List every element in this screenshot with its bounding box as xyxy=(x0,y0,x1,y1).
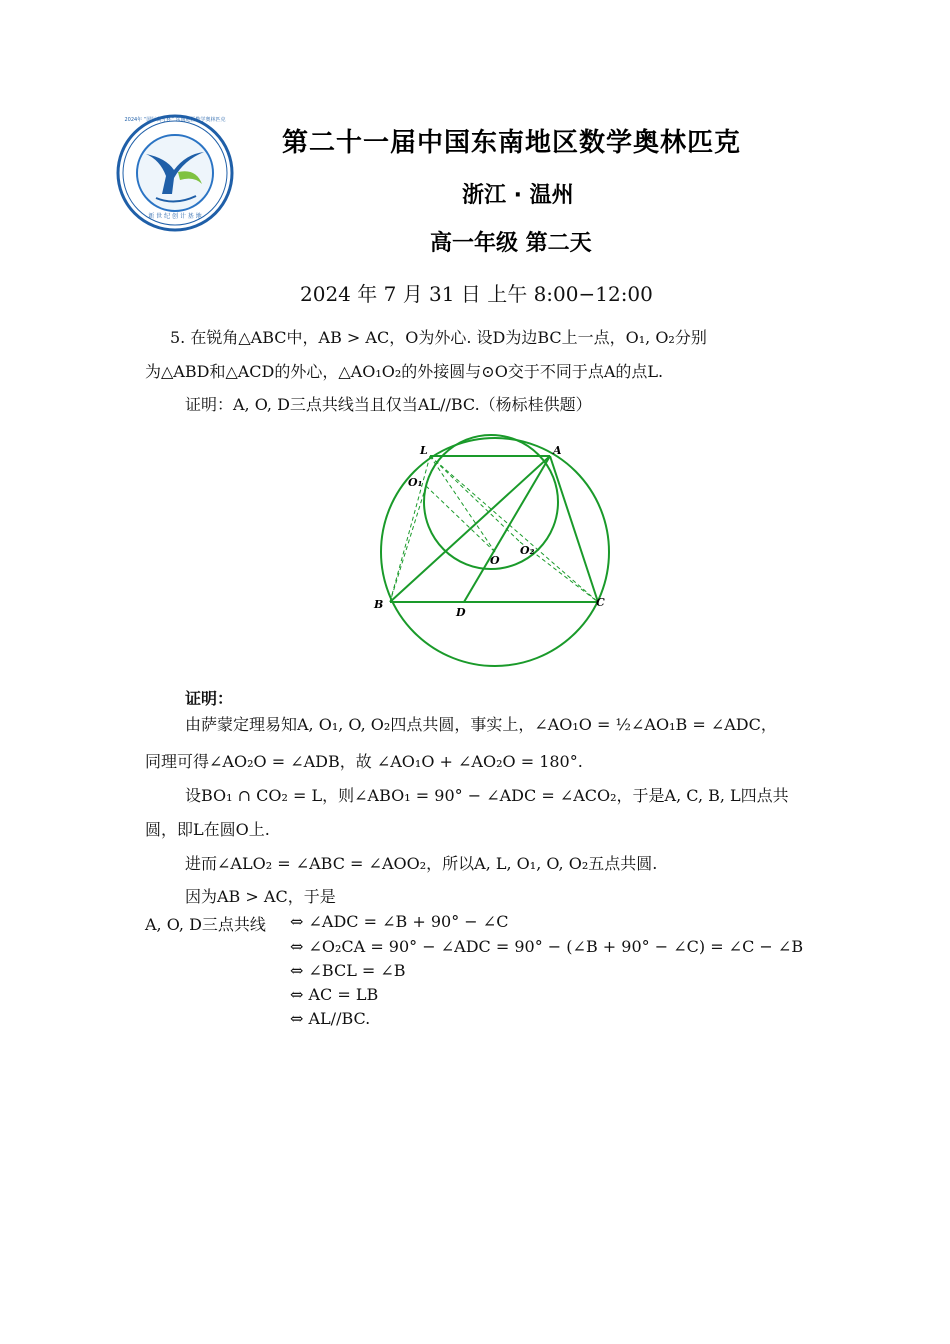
label-D: D xyxy=(456,606,466,619)
label-O: O xyxy=(490,554,500,567)
chain-step-2: ⇔ ∠O₂CA = 90° − ∠ADC = 90° − (∠B + 90° − ∠C) = ∠C − ∠B xyxy=(290,937,804,956)
dashed-LO2 xyxy=(430,456,520,542)
exam-datetime: 2024 年 7 月 31 日 上午 8:00−12:00 xyxy=(300,282,653,306)
dashed-LC xyxy=(430,456,598,602)
proof-p1a: 由萨蒙定理易知A, O₁, O, O₂四点共圆，事实上，∠AO₁O = ½∠AO₁B = ∠ADC， xyxy=(185,715,777,734)
logo-emblem xyxy=(116,114,234,232)
segment-AC xyxy=(550,456,598,602)
proof-p2a: 设BO₁ ∩ CO₂ = L，则∠ABO₁ = 90° − ∠ADC = ∠ACO₂，于是A, C, B, L四点共 xyxy=(185,786,789,805)
label-A: A xyxy=(553,444,562,457)
proof-p2b: 圆，即L在圆O上. xyxy=(145,820,270,839)
problem-line-2: 为△ABD和△ACD的外心，△AO₁O₂的外接圆与⊙O交于不同于点A的点L. xyxy=(145,362,664,381)
chain-lead: A, O, D三点共线 xyxy=(145,915,266,934)
label-O1: O₁ xyxy=(408,476,423,489)
chain-step-5: ⇔ AL//BC. xyxy=(290,1009,371,1028)
proof-p3: 进而∠ALO₂ = ∠ABC = ∠AOO₂，所以A, L, O₁, O, O₂五点共圆. xyxy=(185,854,658,873)
label-C: C xyxy=(596,596,605,609)
chain-step-4: ⇔ AC = LB xyxy=(290,985,379,1004)
chain-step-3: ⇔ ∠BCL = ∠B xyxy=(290,961,406,980)
label-B: B xyxy=(374,598,384,611)
logo-bottom-text: 新 世 纪 创 计 基 地 xyxy=(148,213,202,220)
chain-step-1: ⇔ ∠ADC = ∠B + 90° − ∠C xyxy=(290,912,509,931)
proof-p4: 因为AB > AC，于是 xyxy=(185,887,336,906)
grade-day: 高一年级 第二天 xyxy=(430,231,592,256)
proof-heading: 证明： xyxy=(185,689,234,708)
logo-ring-text: 2024年 “国际高才杯” 东南地区数学奥林匹克 xyxy=(124,117,226,123)
geometry-figure xyxy=(360,430,630,670)
label-O2: O₂ xyxy=(520,544,535,557)
problem-line-1: 5. 在锐角△ABC中，AB > AC，O为外心. 设D为边BC上一点，O₁, O₂分别 xyxy=(170,328,707,347)
contest-title: 第二十一届中国东南地区数学奥林匹克 xyxy=(282,128,742,158)
location: 浙江 · 温州 xyxy=(462,183,574,208)
label-L: L xyxy=(420,444,428,457)
proof-p1b: 同理可得∠AO₂O = ∠ADB，故 ∠AO₁O + ∠AO₂O = 180°. xyxy=(145,752,583,771)
competition-logo xyxy=(116,114,234,232)
problem-line-3: 证明：A, O, D三点共线当且仅当AL//BC.（杨标桂供题） xyxy=(185,395,592,414)
